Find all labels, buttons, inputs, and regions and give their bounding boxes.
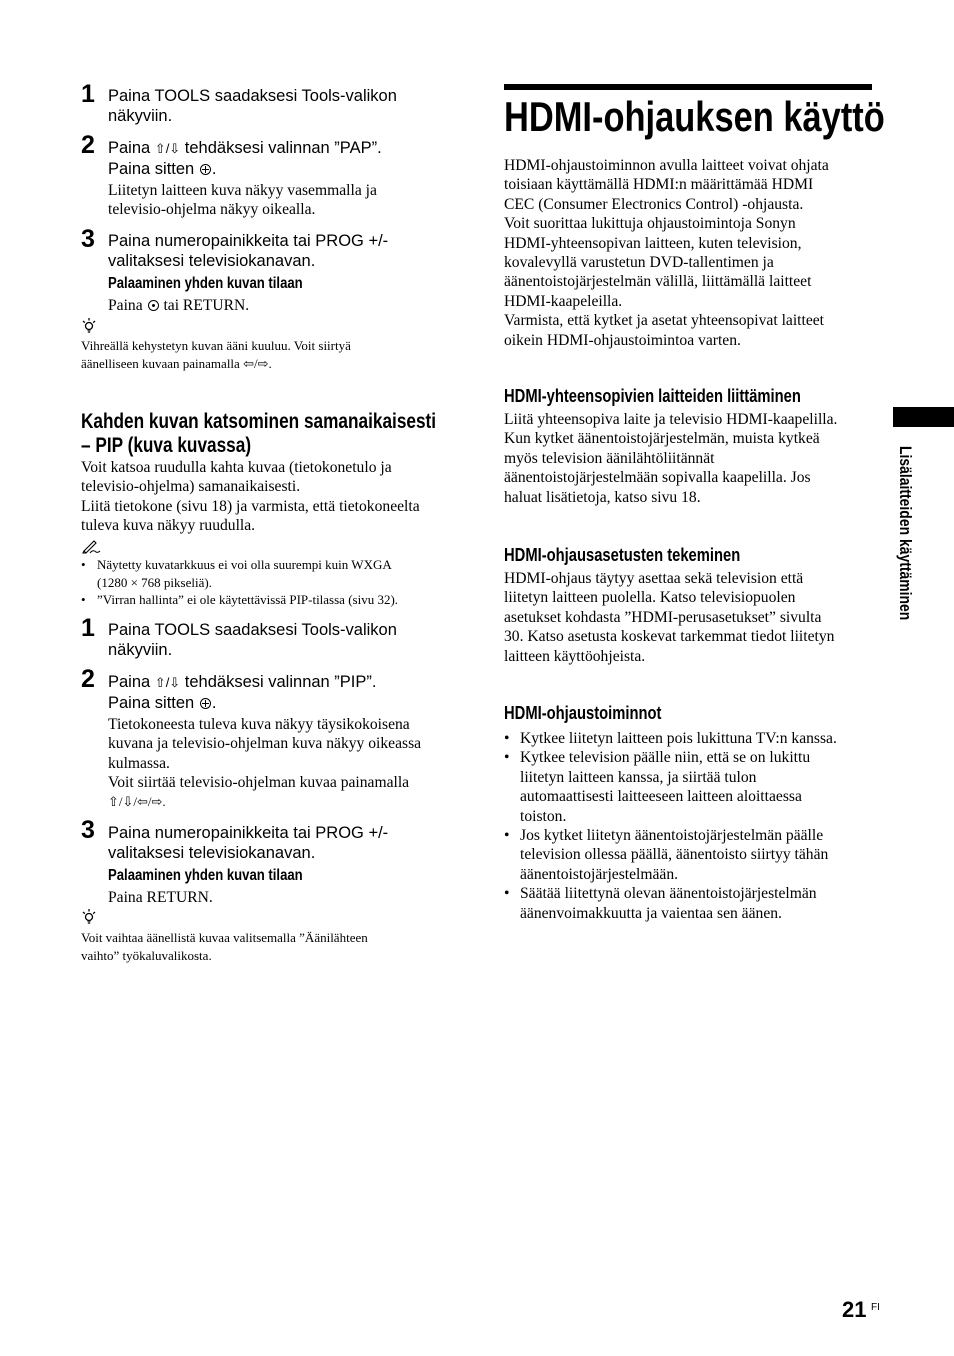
- step-description-arrows: [108, 792, 166, 811]
- note-list: [81, 556, 471, 609]
- step-line: Paina TOOLS saadaksesi Tools-valikon: [108, 87, 397, 105]
- step-line: näkyviin.: [108, 107, 173, 125]
- functions-list: [504, 729, 884, 923]
- return-button-icon: [148, 300, 159, 311]
- step-line: [108, 672, 468, 693]
- step-text: [108, 138, 468, 179]
- heading-line: Kahden kuvan katsominen samanaikaisesti: [81, 410, 437, 433]
- text: Paina: [108, 297, 147, 314]
- section-text: HDMI-ohjaus täytyy asettaa sekä television että liitetyn laitteen puolella. Katso televisiopuolen asetukset kohdasta ”HDMI-perusasetukset” sivulta 30. Katso asetusta koskevat tarkemmat tiedot liitetyn laitteen käyttöohjeista.: [504, 570, 835, 665]
- step-text: [108, 86, 468, 126]
- subheading: Palaaminen yhden kuvan tilaan: [108, 275, 303, 292]
- text: .: [162, 794, 166, 809]
- pip-intro: Voit katsoa ruudulla kahta kuvaa (tietokonetulo ja televisio-ohjelma) samanaikaisesti. Liitä tietokone (sivu 18) ja varmista, että tietokoneelta tuleva kuva näkyy ruudulla.: [81, 459, 420, 535]
- step-text: [108, 672, 468, 713]
- list-item: • Kytkee television päälle niin, että se on lukittu liitetyn laitteen kanssa, ja siirtää tulon automaattisesti laitteeseen laitteen aloittaessa toiston.: [504, 748, 884, 826]
- step-number: 3: [81, 816, 95, 844]
- section-text: Liitä yhteensopiva laite ja televisio HDMI-kaapelilla. Kun kytket äänentoistojärjestelmän, muista kytkeä myös television äänilähtöliitännät äänentoistojärjestelmään sopivalla kaapelilla. Jos haluat lisätietoja, katso sivu 18.: [504, 411, 838, 506]
- text: Paina: [108, 673, 155, 691]
- enter-button-icon: [200, 698, 211, 709]
- step-text: [108, 620, 468, 660]
- text: .: [211, 694, 217, 712]
- pencil-note-icon: [81, 538, 101, 554]
- return-instruction: Paina RETURN.: [108, 889, 213, 906]
- list-item: • Jos kytket liitetyn äänentoistojärjestelmän päälle television ollessa päällä, äänentoisto siirtyy tähän äänentoistojärjestelmään.: [504, 826, 884, 884]
- step-line: näkyviin.: [108, 641, 173, 659]
- text: tai RETURN.: [159, 297, 250, 314]
- note-item: • Näytetty kuvatarkkuus ei voi olla suurempi kuin WXGA (1280 × 768 pikseliä).: [81, 556, 471, 591]
- step-text: [108, 231, 468, 271]
- section-heading: [81, 410, 436, 458]
- side-tab-label: Lisälaitteiden käyttäminen: [896, 446, 915, 621]
- tip-text: [81, 337, 461, 372]
- step-line: Paina numeropainikkeita tai PROG +/-: [108, 824, 389, 842]
- page-number: 21: [842, 1297, 867, 1322]
- tip-line: [81, 355, 461, 373]
- four-way-arrows-icon: ⇧/⇩/⇦/⇨: [108, 794, 163, 809]
- lightbulb-tip-icon: [81, 317, 97, 335]
- step-line: valitaksesi televisiokanavan.: [108, 844, 316, 862]
- text: tehdäksesi valinnan ”PAP”.: [180, 139, 382, 157]
- text: .: [268, 355, 272, 371]
- step-description: Liitetyn laitteen kuva näkyy vasemmalla ja televisio-ohjelma näkyy oikealla.: [108, 182, 377, 219]
- title-rule: [504, 84, 872, 90]
- step-line: [108, 693, 468, 713]
- step-line: [108, 159, 468, 179]
- page-title: HDMI-ohjauksen käyttö: [504, 93, 885, 140]
- enter-button-icon: [200, 164, 211, 175]
- step-line: Paina TOOLS saadaksesi Tools-valikon: [108, 621, 397, 639]
- subheading: Palaaminen yhden kuvan tilaan: [108, 867, 303, 884]
- text: Paina sitten: [108, 694, 199, 712]
- step-number: 1: [81, 80, 95, 108]
- text: tehdäksesi valinnan ”PIP”.: [180, 673, 377, 691]
- language-code: FI: [871, 1302, 880, 1313]
- step-text: [108, 823, 468, 863]
- step-number: 2: [81, 131, 95, 159]
- step-line: valitaksesi televisiokanavan.: [108, 252, 316, 270]
- left-right-arrows-icon: ⇦/⇨: [243, 355, 269, 371]
- section-heading: HDMI-ohjaustoiminnot: [504, 703, 662, 723]
- return-instruction: [108, 296, 249, 315]
- text: Paina: [108, 139, 155, 157]
- text: äänelliseen kuvaan painamalla: [81, 355, 244, 371]
- step-description: Tietokoneesta tuleva kuva näkyy täysikokoisena kuvana ja televisio-ohjelman kuva näkyy oikeassa kulmassa. Voit siirtää televisio-ohjelman kuvaa painamalla: [108, 716, 422, 792]
- side-tab-marker: [893, 407, 954, 427]
- step-number: 3: [81, 225, 95, 253]
- lightbulb-tip-icon: [81, 908, 97, 926]
- step-line: Paina numeropainikkeita tai PROG +/-: [108, 232, 389, 250]
- tip-line: Vihreällä kehystetyn kuvan ääni kuuluu. Voit siirtyä: [81, 338, 351, 353]
- list-item: • Säätää liitettynä olevan äänentoistojärjestelmän äänenvoimakkuutta ja vaientaa sen äänen.: [504, 884, 884, 923]
- tip-text: Voit vaihtaa äänellistä kuvaa valitsemalla ”Äänilähteen vaihto” työkaluvalikosta.: [81, 930, 368, 963]
- step-line: [108, 138, 468, 159]
- step-number: 1: [81, 614, 95, 642]
- list-item: • Kytkee liitetyn laitteen pois lukittuna TV:n kanssa.: [504, 729, 884, 748]
- text: .: [211, 160, 217, 178]
- heading-line: – PIP (kuva kuvassa): [81, 434, 252, 457]
- section-heading: HDMI-yhteensopivien laitteiden liittäminen: [504, 386, 801, 406]
- intro-paragraph: HDMI-ohjaustoiminnon avulla laitteet voivat ohjata toisiaan käyttämällä HDMI:n määrittämää HDMI CEC (Consumer Electronics Control) -ohjausta. Voit suorittaa lukittuja ohjaustoimintoja Sonyn HDMI-yhteensopivan laitteen, kuten television, kovalevyllä varustetun DVD-tallentimen ja äänentoistojärjestelmän välillä, liittämällä laitteet HDMI-kaapeleilla. Varmista, että kytket ja asetat yhteensopivat laitteet oikein HDMI-ohjaustoimintoa varten.: [504, 157, 829, 349]
- step-number: 2: [81, 665, 95, 693]
- text: Paina sitten: [108, 160, 199, 178]
- up-down-arrows-icon: ⇧/⇩: [154, 675, 181, 690]
- note-item: • ”Virran hallinta” ei ole käytettävissä PIP-tilassa (sivu 32).: [81, 591, 471, 609]
- up-down-arrows-icon: ⇧/⇩: [154, 141, 181, 156]
- section-heading: HDMI-ohjausasetusten tekeminen: [504, 545, 741, 565]
